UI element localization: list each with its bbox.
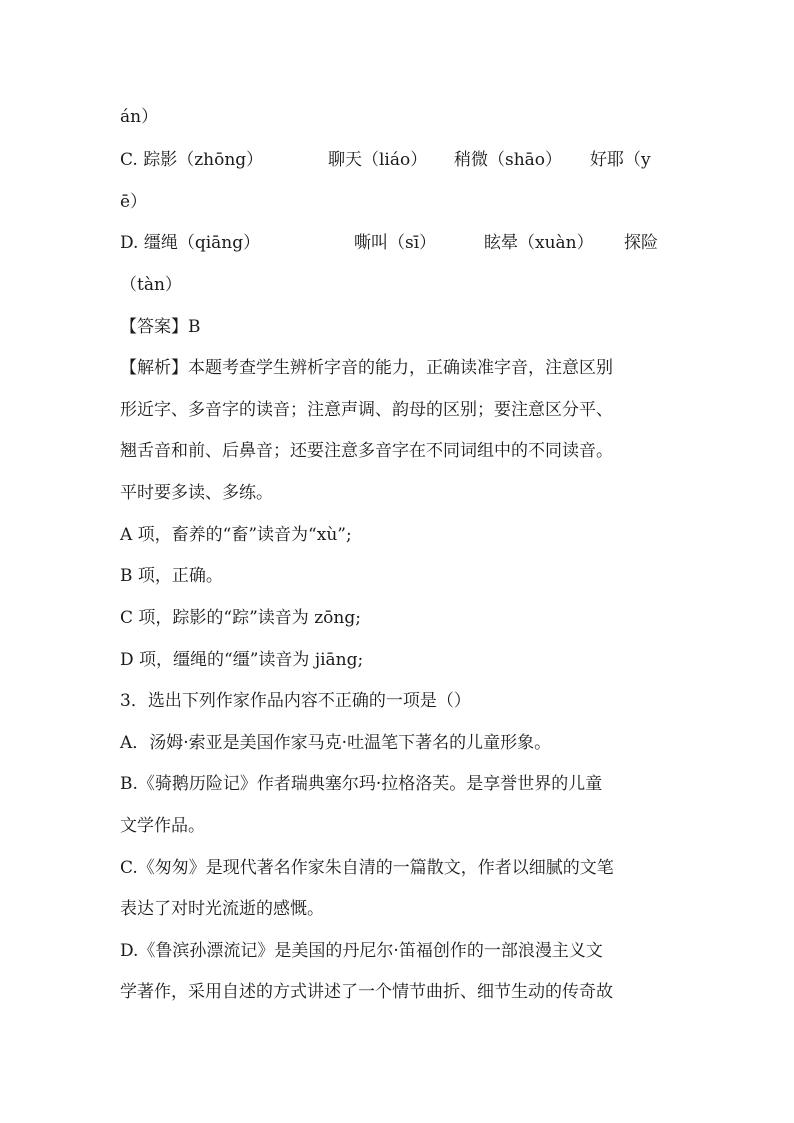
text-line: án） — [120, 107, 159, 127]
option-c-item-3: 稍微（shāo） — [454, 150, 563, 170]
question-3-option-d: D.《鲁滨孙漂流记》是美国的丹尼尔·笛福创作的一部浪漫主义文 — [120, 941, 603, 961]
question-3-option-a: A．汤姆·索亚是美国作家马克·吐温笔下著名的儿童形象。 — [120, 733, 552, 753]
analysis-line: 翘舌音和前、后鼻音；还要注意多音字在不同词组中的不同读音。 — [120, 441, 613, 461]
analysis-line: 形近字、多音字的读音；注意声调、韵母的区别；要注意区分平、 — [120, 400, 613, 420]
question-3-option-c-cont: 表达了对时光流逝的感慨。 — [120, 899, 324, 919]
option-d-item-2: 嘶叫（sī） — [354, 233, 437, 253]
analysis-item-c: C 项，踪影的“踪”读音为 zōng; — [120, 608, 361, 628]
option-c-item-4: 好耶（y — [590, 150, 651, 170]
question-3-option-d-cont: 学著作，采用自述的方式讲述了一个情节曲折、细节生动的传奇故 — [120, 982, 613, 1002]
option-d-item-1: D. 缰绳（qiāng） — [120, 233, 261, 253]
answer-line: 【答案】B — [120, 317, 201, 337]
analysis-item-d: D 项，缰绳的“缰”读音为 jiāng; — [120, 650, 364, 670]
question-3-title: 3．选出下列作家作品内容不正确的一项是（） — [120, 691, 471, 711]
option-c-item-2: 聊天（liáo） — [328, 150, 428, 170]
text-line: ē） — [120, 192, 148, 212]
question-3-option-b-cont: 文学作品。 — [120, 816, 205, 836]
analysis-item-a: A 项，畜养的“畜”读音为“xù”; — [120, 525, 352, 545]
analysis-line: 平时要多读、多练。 — [120, 483, 273, 503]
analysis-line: 【解析】本题考查学生辨析字音的能力，正确读准字音，注意区别 — [120, 358, 613, 378]
option-d-item-4: 探险 — [624, 233, 658, 253]
question-3-option-c: C.《匆匆》是现代著名作家朱自清的一篇散文，作者以细腻的文笔 — [120, 858, 614, 878]
option-c-item-1: C. 踪影（zhōng） — [120, 150, 264, 170]
option-d-item-3: 眩晕（xuàn） — [484, 233, 594, 253]
analysis-item-b: B 项，正确。 — [120, 566, 223, 586]
question-3-option-b: B.《骑鹅历险记》作者瑞典塞尔玛·拉格洛芙。是享誉世界的儿童 — [120, 774, 603, 794]
text-line: （tàn） — [120, 275, 182, 295]
